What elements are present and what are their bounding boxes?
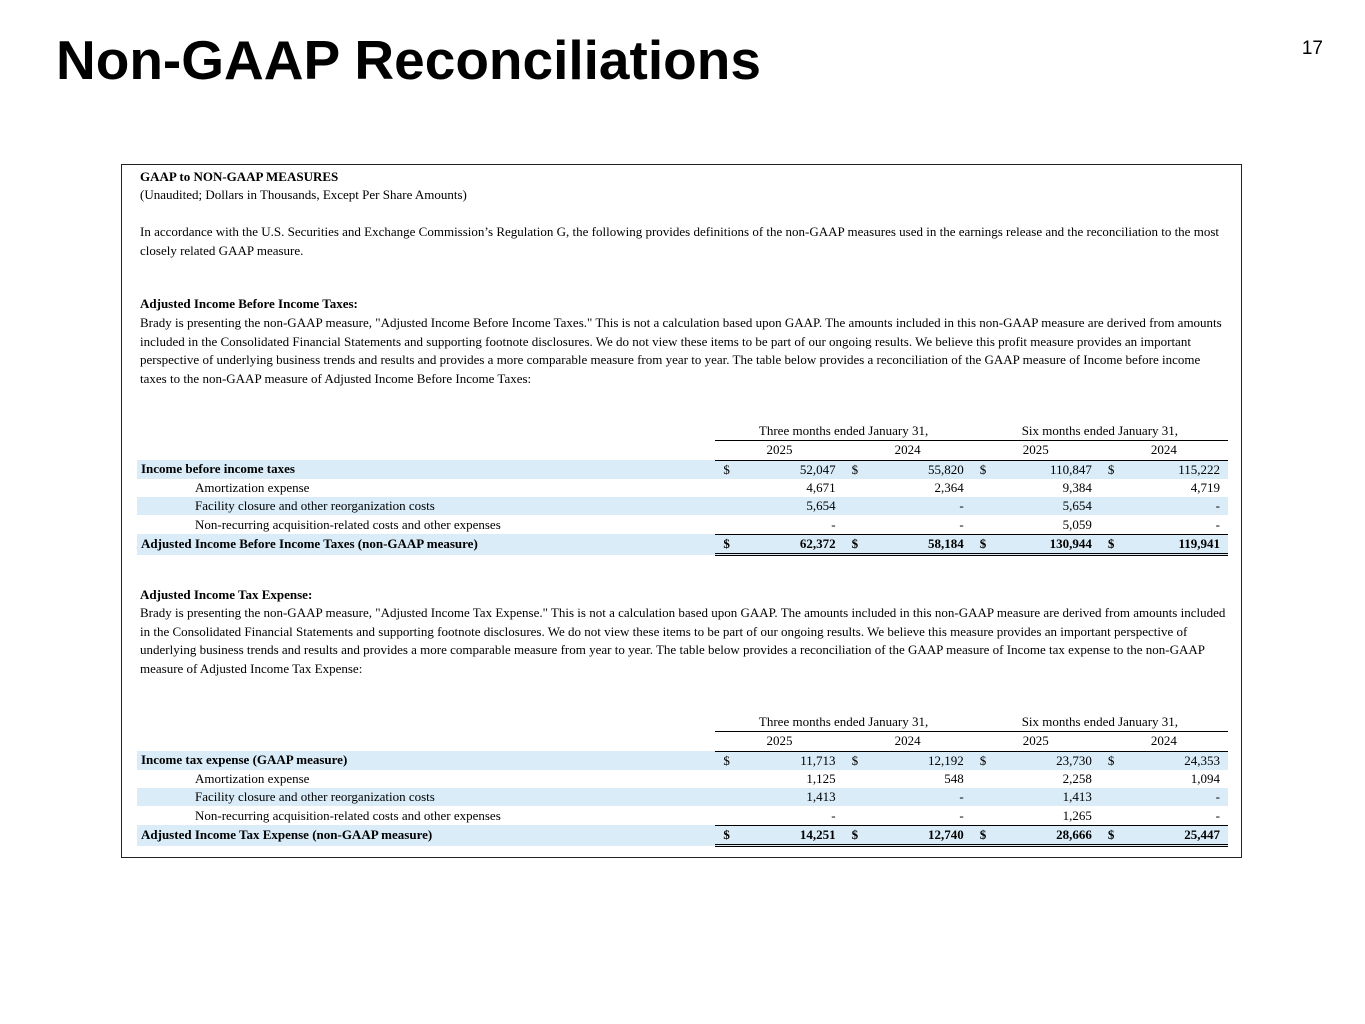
table-year-header: [137, 441, 1228, 460]
table-total-row: [137, 534, 1228, 554]
row-label: Amortization expense: [195, 480, 310, 496]
value-cell: 115,222: [1118, 460, 1228, 479]
currency-symbol: $: [1100, 534, 1119, 554]
year-header: 2025: [972, 441, 1100, 460]
value-cell: -: [959, 516, 964, 532]
currency-symbol: $: [715, 460, 734, 479]
section2-paragraph: Brady is presenting the non-GAAP measure, "Adjusted Income Tax Expense." This is not a calculation based upon GAAP. The amounts included in this non-GAAP measure are derived from amounts included in the Consolidated Financial Statements and supporting footnote disclosures. We do not view these items to be part of our ongoing results. We believe this measure provides an important perspective of underlying business trends and results and provides a more comparable measure from year to year. The table below provides a reconciliation of the GAAP measure of Income tax expense to the non-GAAP measure of Adjusted Income Tax Expense:: [140, 605, 1226, 676]
value-cell: 23,730: [990, 751, 1100, 770]
adjusted-income-before-taxes-table: [137, 422, 1228, 556]
value-cell: 1,413: [990, 788, 1100, 806]
currency-symbol: $: [972, 534, 991, 554]
table-group-header: [137, 422, 1228, 441]
value-cell: -: [1215, 516, 1220, 532]
year-header: 2025: [715, 732, 843, 751]
value-cell: -: [862, 788, 972, 806]
year-header: 2025: [715, 441, 843, 460]
table-row: [137, 497, 1228, 515]
currency-symbol: $: [972, 825, 991, 845]
value-cell: 1,265: [1062, 807, 1092, 823]
value-cell: -: [862, 497, 972, 515]
currency-symbol: $: [844, 825, 863, 845]
value-cell: 5,654: [990, 497, 1100, 515]
reconciliation-panel: [121, 164, 1242, 858]
value-cell: 25,447: [1118, 825, 1228, 845]
value-cell: -: [831, 807, 836, 823]
value-cell: 12,192: [862, 751, 972, 770]
value-cell: 9,384: [1062, 480, 1092, 496]
value-cell: -: [1118, 788, 1228, 806]
intro-heading: GAAP to NON-GAAP MEASURES: [140, 169, 339, 184]
value-cell: 2,364: [934, 480, 964, 496]
value-cell: 52,047: [734, 460, 844, 479]
value-cell: -: [1118, 497, 1228, 515]
group-three-months: Three months ended January 31,: [715, 713, 971, 732]
currency-symbol: $: [715, 825, 734, 845]
value-cell: 58,184: [862, 534, 972, 554]
value-cell: 4,719: [1190, 480, 1220, 496]
row-label: Income before income taxes: [137, 460, 715, 479]
value-cell: 1,413: [734, 788, 844, 806]
section2-heading: Adjusted Income Tax Expense:: [140, 587, 313, 602]
table-total-row: [137, 825, 1228, 845]
value-cell: -: [1215, 807, 1220, 823]
value-cell: 1,094: [1190, 771, 1220, 787]
table-row: [137, 806, 1228, 825]
section1-paragraph: Brady is presenting the non-GAAP measure, "Adjusted Income Before Income Taxes." This is not a calculation based upon GAAP. The amounts included in this non-GAAP measure are derived from amounts included in the Consolidated Financial Statements and supporting footnote disclosures. We do not view these items to be part of our ongoing results. We believe this profit measure provides an important perspective of underlying business trends and results and provides a more comparable measure from year to year. The table below provides a reconciliation of the GAAP measure of Income before income taxes to the non-GAAP measure of Adjusted Income Before Income Taxes:: [140, 315, 1222, 386]
value-cell: 14,251: [734, 825, 844, 845]
table-row: [137, 479, 1228, 497]
row-label: Amortization expense: [195, 771, 310, 787]
value-cell: 24,353: [1118, 751, 1228, 770]
group-six-months: Six months ended January 31,: [972, 713, 1228, 732]
table-row: [137, 751, 1228, 770]
row-label: Adjusted Income Tax Expense (non-GAAP measure): [137, 825, 715, 845]
value-cell: 4,671: [806, 480, 836, 496]
table-row: [137, 460, 1228, 479]
value-cell: -: [959, 807, 964, 823]
currency-symbol: $: [1100, 751, 1119, 770]
row-label: Non-recurring acquisition-related costs and other expenses: [195, 516, 501, 532]
year-header: 2024: [1100, 732, 1228, 751]
currency-symbol: $: [1100, 460, 1119, 479]
value-cell: 5,654: [734, 497, 844, 515]
value-cell: 28,666: [990, 825, 1100, 845]
slide-title: Non-GAAP Reconciliations: [56, 29, 761, 91]
year-header: 2024: [844, 732, 972, 751]
row-label: Income tax expense (GAAP measure): [137, 751, 715, 770]
currency-symbol: $: [715, 534, 734, 554]
year-header: 2024: [1100, 441, 1228, 460]
value-cell: 12,740: [862, 825, 972, 845]
value-cell: 11,713: [734, 751, 844, 770]
value-cell: 55,820: [862, 460, 972, 479]
value-cell: -: [831, 516, 836, 532]
value-cell: 62,372: [734, 534, 844, 554]
value-cell: 110,847: [990, 460, 1100, 479]
currency-symbol: $: [715, 751, 734, 770]
group-six-months: Six months ended January 31,: [972, 422, 1228, 441]
table-row: [137, 788, 1228, 806]
row-label: Facility closure and other reorganization costs: [137, 497, 715, 515]
year-header: 2025: [972, 732, 1100, 751]
value-cell: 2,258: [1062, 771, 1092, 787]
section1-heading: Adjusted Income Before Income Taxes:: [140, 296, 358, 311]
intro-paragraph: In accordance with the U.S. Securities and Exchange Commission’s Regulation G, the following provides definitions of the non-GAAP measures used in the earnings release and the reconciliation to the most closely related GAAP measure.: [140, 224, 1219, 258]
value-cell: 130,944: [990, 534, 1100, 554]
page-number: 17: [1301, 38, 1323, 59]
value-cell: 548: [944, 771, 964, 787]
group-three-months: Three months ended January 31,: [715, 422, 971, 441]
row-label: Adjusted Income Before Income Taxes (non-GAAP measure): [137, 534, 715, 554]
table-year-header: [137, 732, 1228, 751]
table-row: [137, 770, 1228, 788]
row-label: Non-recurring acquisition-related costs and other expenses: [195, 807, 501, 823]
table-row: [137, 515, 1228, 534]
currency-symbol: $: [844, 534, 863, 554]
table-group-header: [137, 713, 1228, 732]
value-cell: 1,125: [806, 771, 836, 787]
currency-symbol: $: [1100, 825, 1119, 845]
currency-symbol: $: [844, 460, 863, 479]
currency-symbol: $: [844, 751, 863, 770]
year-header: 2024: [844, 441, 972, 460]
intro-subheading: (Unaudited; Dollars in Thousands, Except Per Share Amounts): [140, 187, 467, 202]
row-label: Facility closure and other reorganization costs: [137, 788, 715, 806]
value-cell: 5,059: [1062, 516, 1092, 532]
currency-symbol: $: [972, 751, 991, 770]
currency-symbol: $: [972, 460, 991, 479]
value-cell: 119,941: [1118, 534, 1228, 554]
adjusted-income-tax-expense-table: [137, 713, 1228, 847]
